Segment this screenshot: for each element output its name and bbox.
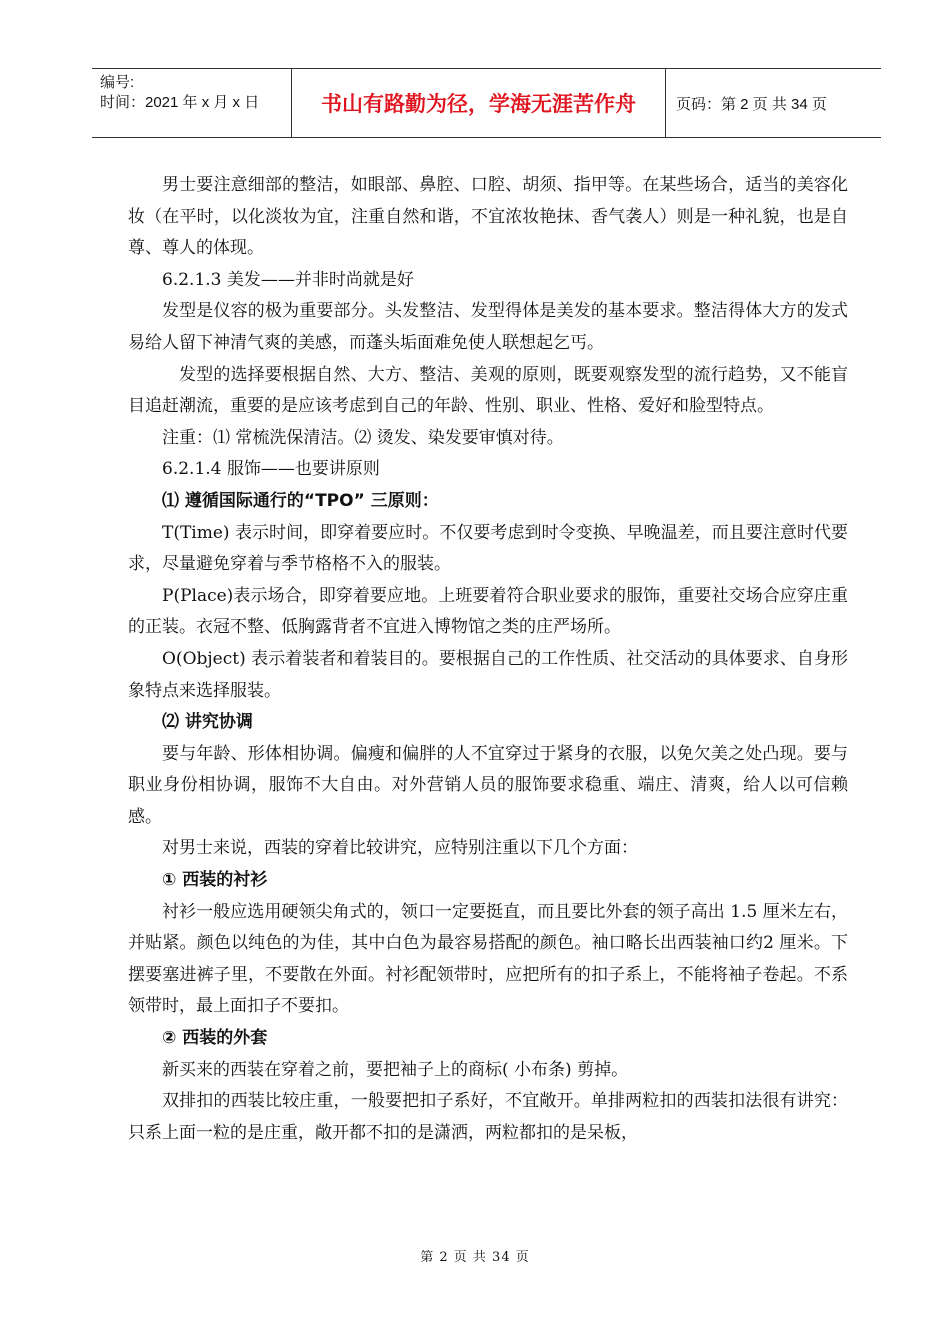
- page-header: [92, 68, 881, 138]
- paragraph: T(Time) 表示时间，即穿着要应时。不仅要考虑到时令变换、早晚温差，而且要注意时代要求，尽量避免穿着与季节格格不入的服装。: [128, 522, 848, 575]
- subheading: ⑴ 遵循国际通行的“TPO” 三原则：: [162, 490, 439, 511]
- subheading: ⑵ 讲究协调: [162, 712, 253, 733]
- header-meta: [92, 69, 292, 137]
- paragraph: 新买来的西装在穿着之前，要把袖子上的商标( 小布条) 剪掉。: [162, 1059, 629, 1080]
- paragraph: 衬衫一般应选用硬领尖角式的，领口一定要挺直，而且要比外套的领子高出 1.5 厘米左右，并贴紧。颜色以纯色的为佳，其中白色为最容易搭配的颜色。袖口略长出西装袖口约2 厘米。下摆要塞进裤子里，不要散在外面。衬衫配领带时，应把所有的扣子系上，不能将袖子卷起。不系领带时，最上面扣子不要扣。: [128, 901, 848, 1017]
- paragraph: 发型是仪容的极为重要部分。头发整洁、发型得体是美发的基本要求。整洁得体大方的发式易给人留下神清气爽的美感，而蓬头垢面难免使人联想起乞丐。: [128, 301, 848, 353]
- section-heading: 6.2.1.3 美发——并非时尚就是好: [162, 269, 414, 290]
- header-motto: 书山有路勤为径，学海无涯苦作舟: [292, 69, 666, 137]
- paragraph: 对男士来说，西装的穿着比较讲究，应特别注重以下几个方面：: [162, 838, 638, 859]
- paragraph: 要与年龄、形体相协调。偏瘦和偏胖的人不宜穿过于紧身的衣服，以免欠美之处凸现。要与职业身份相协调，服饰不大自由。对外营销人员的服饰要求稳重、端庄、清爽，给人以可信赖感。: [128, 743, 848, 827]
- header-page-number: 页码：第 2 页 共 34 页: [676, 95, 827, 113]
- page-footer: 第 2 页 共 34 页: [420, 1250, 530, 1265]
- section-heading: 6.2.1.4 服饰——也要讲原则: [162, 459, 380, 480]
- paragraph: 双排扣的西装比较庄重，一般要把扣子系好，不宜敞开。单排两粒扣的西装扣法很有讲究：只系上面一粒的是庄重，敞开都不扣的是潇洒，两粒都扣的是呆板，: [128, 1091, 848, 1143]
- paragraph: P(Place)表示场合，即穿着要应地。上班要着符合职业要求的服饰，重要社交场合应穿庄重的正装。衣冠不整、低胸露背者不宜进入博物馆之类的庄严场所。: [128, 585, 848, 638]
- subheading: ① 西装的衬衫: [162, 870, 268, 891]
- subheading: ② 西装的外套: [162, 1028, 268, 1049]
- header-time: 时间：2021 年 x 月 x 日: [100, 94, 260, 111]
- paragraph: 注重：⑴ 常梳洗保清洁。⑵ 烫发、染发要审慎对待。: [162, 427, 564, 448]
- header-number: 编号:: [100, 74, 135, 91]
- paragraph: O(Object) 表示着装者和着装目的。要根据自己的工作性质、社交活动的具体要求、自身形象特点来选择服装。: [128, 648, 848, 701]
- document-body: [128, 170, 848, 1149]
- paragraph: 男士要注意细部的整洁，如眼部、鼻腔、口腔、胡须、指甲等。在某些场合，适当的美容化妆（在平时，以化淡妆为宜，注重自然和谐，不宜浓妆艳抹、香气袭人）则是一种礼貌，也是自尊、尊人的体现。: [128, 175, 848, 259]
- paragraph: 发型的选择要根据自然、大方、整洁、美观的原则，既要观察发型的流行趋势，又不能盲目追赶潮流，重要的是应该考虑到自己的年龄、性别、职业、性格、爱好和脸型特点。: [128, 364, 848, 417]
